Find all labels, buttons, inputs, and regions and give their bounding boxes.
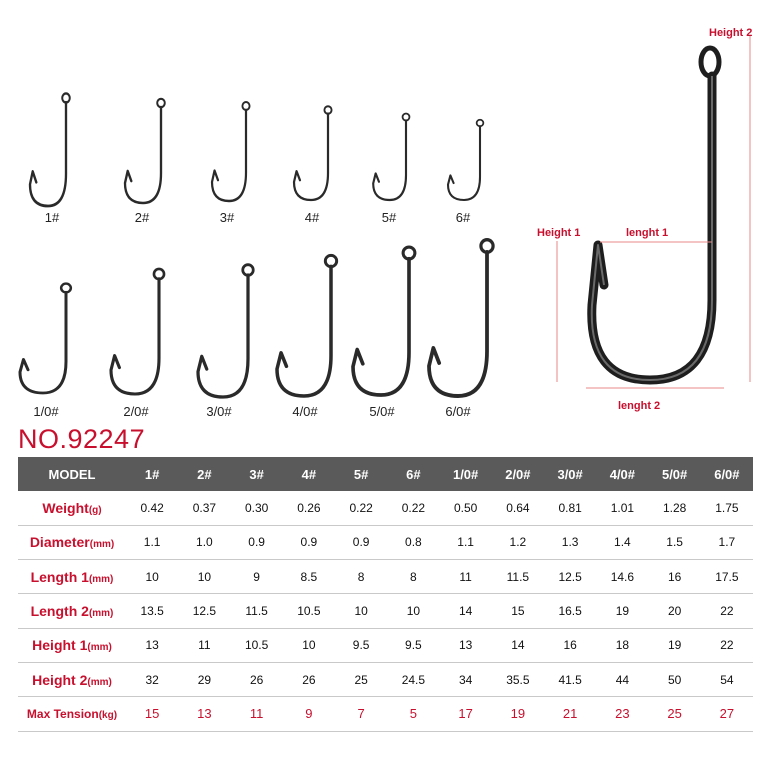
- size-label: 2/0#: [123, 404, 149, 419]
- size-label: 2#: [134, 210, 150, 225]
- length1-label: lenght 1: [626, 227, 669, 239]
- table-row: [18, 697, 753, 731]
- model-number: NO.92247: [18, 424, 146, 454]
- hook-3-0: [198, 265, 253, 397]
- size-label: 3#: [219, 210, 235, 225]
- table-cell: 1.1: [457, 535, 474, 550]
- table-cell: 14: [458, 604, 473, 619]
- table-cell: 1.5: [666, 535, 683, 550]
- hook-2-0: [111, 269, 164, 394]
- table-cell: 14: [511, 638, 525, 653]
- table-cell: 16.5: [558, 604, 582, 619]
- table-cell: 0.8: [405, 535, 422, 550]
- table-cell: 0.22: [349, 500, 373, 515]
- length2-label: lenght 2: [618, 400, 661, 412]
- table-cell: 35.5: [506, 672, 530, 687]
- size-label: 1#: [44, 210, 60, 225]
- table-cell: 25: [667, 706, 682, 722]
- table-cell: 50: [667, 672, 682, 687]
- hook-6-0: [429, 240, 493, 396]
- table-cell: 11: [459, 569, 472, 584]
- table-cell: 0.50: [453, 500, 478, 515]
- row-label: [18, 594, 126, 628]
- row-label: [18, 525, 126, 559]
- table-cell: 19: [615, 604, 630, 619]
- table-cell: 10: [406, 604, 421, 619]
- row-label-unit: (mm): [88, 573, 114, 585]
- table-cell: 12.5: [192, 604, 217, 619]
- table-cell: 26: [249, 672, 264, 687]
- header-size: 5#: [353, 466, 369, 482]
- table-row: [18, 560, 753, 594]
- table-cell: 15: [144, 706, 160, 722]
- header-size: 6#: [406, 466, 421, 482]
- table-cell: 1.3: [561, 535, 579, 550]
- row-label-unit: (g): [88, 504, 102, 516]
- table-cell: 21: [562, 706, 578, 722]
- hook-1: [30, 93, 70, 206]
- hook-6: [448, 120, 483, 200]
- header-size: 2#: [197, 466, 212, 482]
- table-cell: 13: [458, 638, 473, 653]
- row-label-text: Length 1: [30, 568, 89, 585]
- header-size: 2/0#: [505, 466, 531, 482]
- table-cell: 27: [719, 706, 735, 722]
- hook-5-0: [353, 247, 415, 395]
- header-size: 3#: [249, 466, 264, 482]
- table-cell: 11.5: [506, 569, 530, 584]
- hook-5: [373, 114, 409, 200]
- row-label: [18, 628, 126, 662]
- row-label-unit: (mm): [89, 539, 115, 551]
- table-cell: 19: [510, 706, 526, 722]
- size-label: 1/0#: [33, 404, 59, 419]
- table-cell: 1.01: [610, 500, 635, 515]
- table-cell: 0.37: [192, 500, 217, 515]
- table-cell: 11: [249, 706, 264, 722]
- table-cell: 10: [354, 604, 368, 619]
- table-cell: 10: [302, 638, 316, 653]
- table-cell: 0.64: [506, 500, 530, 515]
- table-cell: 22: [720, 604, 734, 619]
- table-cell: 1.2: [509, 535, 527, 550]
- table-cell: 14.6: [610, 569, 635, 584]
- row-label: [18, 697, 126, 731]
- header-size: 6/0#: [714, 466, 740, 482]
- hook-4: [294, 106, 332, 200]
- table-cell: 13: [145, 638, 159, 653]
- row-label: [18, 662, 126, 696]
- table-cell: 41.5: [558, 672, 582, 687]
- size-label: 5/0#: [369, 404, 395, 419]
- row-label-unit: (mm): [87, 642, 112, 654]
- table-cell: 0.9: [352, 535, 370, 550]
- table-cell: 26: [302, 672, 316, 687]
- table-row: [18, 525, 753, 559]
- table-cell: 0.30: [244, 500, 269, 515]
- hook-1-0: [20, 284, 71, 393]
- size-label: 3/0#: [206, 404, 232, 419]
- table-cell: 5: [409, 706, 417, 722]
- table-cell: 9: [305, 706, 313, 722]
- size-label: 4/0#: [292, 404, 318, 419]
- table-cell: 1.0: [196, 535, 213, 550]
- table-cell: 1.7: [718, 535, 736, 550]
- table-cell: 32: [145, 672, 159, 687]
- row-label-unit: (mm): [87, 676, 112, 688]
- header-size: 1#: [144, 466, 160, 482]
- row-label-text: Diameter: [29, 534, 90, 551]
- table-cell: 10.5: [244, 638, 269, 653]
- table-cell: 20: [667, 604, 682, 619]
- row-label-text: Height 1: [32, 637, 88, 654]
- spec-table: [18, 457, 753, 732]
- height2-label: Height 2: [709, 27, 753, 39]
- table-cell: 18: [615, 638, 630, 653]
- row-label-text: Height 2: [32, 671, 88, 688]
- table-cell: 9: [253, 569, 260, 584]
- table-cell: 0.26: [297, 500, 321, 515]
- table-cell: 1.1: [143, 535, 161, 550]
- header-model: MODEL: [48, 466, 96, 482]
- row-label-unit: (mm): [88, 608, 114, 620]
- row-label-text: Max Tension: [26, 706, 99, 721]
- table-cell: 22: [720, 638, 734, 653]
- table-cell: 29: [197, 672, 212, 687]
- table-cell: 17.5: [715, 569, 739, 584]
- table-cell: 9.5: [352, 638, 370, 653]
- row-label-text: Weight: [42, 499, 89, 516]
- table-cell: 13.5: [140, 604, 164, 619]
- table-cell: 8: [357, 569, 365, 584]
- table-cell: 11: [198, 638, 211, 653]
- table-row: [18, 594, 753, 628]
- row-label-unit: (kg): [98, 709, 118, 721]
- table-cell: 15: [511, 604, 525, 619]
- row-label-text: Length 2: [30, 603, 89, 620]
- table-cell: 1.4: [614, 535, 631, 550]
- table-cell: 10: [197, 569, 212, 584]
- table-header-row: [18, 457, 753, 491]
- table-cell: 13: [197, 706, 212, 722]
- table-cell: 0.42: [140, 500, 164, 515]
- header-size: 4#: [301, 466, 317, 482]
- table-cell: 44: [615, 672, 630, 687]
- table-cell: 25: [354, 672, 368, 687]
- table-cell: 1.28: [662, 500, 687, 515]
- table-cell: 1.75: [715, 500, 739, 515]
- header-size: 4/0#: [609, 466, 636, 482]
- size-label: 6/0#: [445, 404, 471, 419]
- table-cell: 8.5: [300, 569, 318, 584]
- table-cell: 24.5: [401, 672, 426, 687]
- header-size: 5/0#: [661, 466, 688, 482]
- table-cell: 8: [410, 569, 417, 584]
- table-cell: 10: [145, 569, 159, 584]
- reference-hook: [592, 48, 719, 380]
- table-cell: 9.5: [405, 638, 422, 653]
- table-cell: 16: [667, 569, 682, 584]
- height1-label: Height 1: [537, 227, 581, 239]
- hook-3: [212, 102, 250, 201]
- table-row: [18, 662, 753, 696]
- table-body: [18, 491, 753, 731]
- row-label: [18, 560, 126, 594]
- table-cell: 19: [667, 638, 682, 653]
- header-size: 1/0#: [452, 466, 479, 482]
- hook-4-0: [277, 255, 337, 396]
- table-cell: 34: [458, 672, 473, 687]
- table-cell: 23: [615, 706, 630, 722]
- table-cell: 17: [458, 706, 473, 722]
- size-label: 4#: [304, 210, 320, 225]
- table-cell: 7: [357, 706, 365, 722]
- table-cell: 0.81: [558, 500, 582, 515]
- hook-2: [125, 99, 165, 203]
- table-row: [18, 628, 753, 662]
- table-cell: 11.5: [245, 604, 268, 619]
- table-cell: 54: [720, 672, 734, 687]
- size-label: 6#: [455, 210, 471, 225]
- table-cell: 0.9: [300, 535, 318, 550]
- header-size: 3/0#: [557, 466, 583, 482]
- table-row: [18, 491, 753, 525]
- table-cell: 0.22: [401, 500, 426, 515]
- table-cell: 12.5: [558, 569, 582, 584]
- table-cell: 16: [563, 638, 577, 653]
- table-cell: 0.9: [248, 535, 265, 550]
- table-cell: 10.5: [297, 604, 321, 619]
- size-label: 5#: [381, 210, 397, 225]
- row-label: [18, 491, 126, 525]
